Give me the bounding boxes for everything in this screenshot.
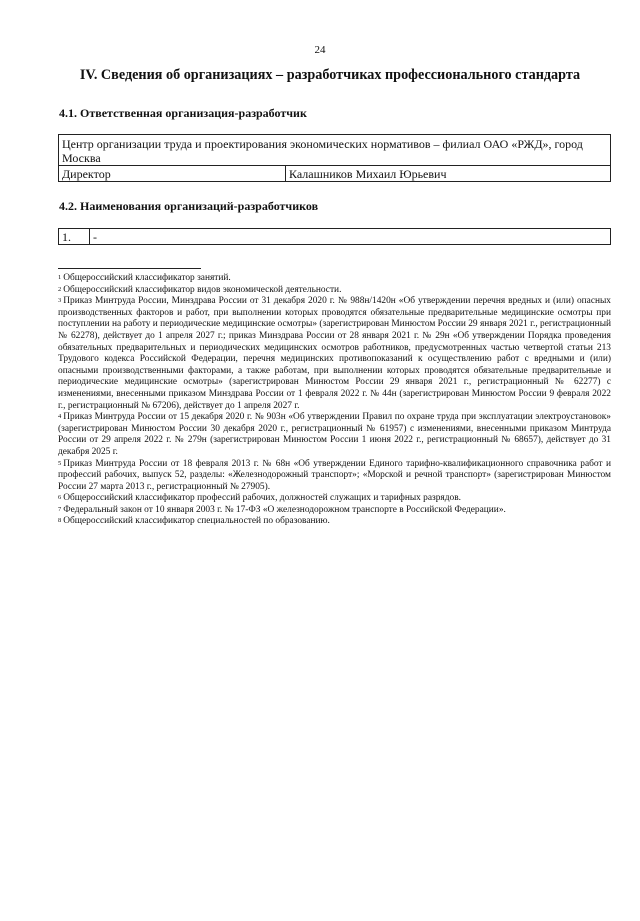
footnote-mark: 5 [58, 459, 62, 467]
footnote [58, 285, 611, 297]
footnote-text: Приказ Минтруда России, Минздрава России от 31 декабря 2020 г. № 988н/1420н «Об утверждении перечня вредных и (или) опасных производственных факторов и работ, при выполнении которых проводятся обязательные предварительные медицинские осмотры при поступлении на работу и периодические медицинские осмотры» (зарегистрирован Минюстом России 29 января 2021 г., регистрационный № 62278), действует до 1 апреля 2027 г.; приказ Минздрава России от 28 января 2021 г. № 29н «Об утверждении Порядка проведения обязательных предварительных и периодических медицинских осмотров работников, предусмотренных частью четвертой статьи 213 Трудового кодекса Российской Федерации, перечня медицинских противопоказаний к осуществлению работ с вредными и (или) опасными производственными факторами, а также работам, при выполнении которых проводятся обязательные предварительные и периодические медицинские осмотры» (зарегистрирован Минюстом России 29 января 2021 г., регистрационный № 62277) с изменениями, внесенными приказом Минздрава России от 1 февраля 2022 г. № 44н (зарегистрирован Минюстом России 9 февраля 2022 г., регистрационный № 67206), действует до 1 апреля 2027 г. [58, 296, 612, 411]
footnote-mark: 8 [58, 517, 62, 525]
footnote-mark: 7 [58, 505, 62, 513]
footnote-mark: 3 [58, 297, 62, 305]
section-title: IV. Сведения об организациях – разработчиках профессионального стандарта [79, 67, 581, 83]
footnote-text: Федеральный закон от 10 января 2003 г. № 17-ФЗ «О железнодорожном транспорте в Российской Федерации». [63, 504, 506, 515]
developer-orgs-heading: 4.2. Наименования организаций-разработчиков [59, 199, 319, 213]
organization-name-cell: Центр организации труда и проектирования экономических нормативов – филиал ОАО «РЖД», город Москва [59, 135, 611, 166]
table-row [59, 166, 611, 182]
footnote-mark: 6 [58, 494, 62, 502]
footnote-text: Общероссийский классификатор занятий. [63, 273, 231, 283]
footnote-text: Приказ Минтруда России от 15 декабря 2020 г. № 903н «Об утверждении Правил по охране труда при эксплуатации электроустановок» (зарегистрирован Минюстом России 30 декабря 2020 г., регистрационный № 61957) с изменениями, внесенными приказом Минтруда России от 29 апреля 2022 г. № 279н (зарегистрирован Минюстом России 1 июня 2022 г., регистрационный № 68657), действует до 31 декабря 2025 г. [58, 412, 611, 457]
footnotes [58, 273, 611, 528]
person-name-cell: Калашников Михаил Юрьевич [286, 166, 611, 182]
footnote-text: Общероссийский классификатор специальностей по образованию. [63, 516, 330, 527]
row-number-cell: 1. [59, 229, 90, 245]
table-row [59, 135, 611, 166]
footnote [58, 273, 611, 285]
developer-orgs-table [58, 228, 611, 245]
page-number: 24 [314, 44, 326, 56]
footnote-text: Приказ Минтруда России от 18 февраля 2013 г. № 68н «Об утверждении Единого тарифно-квалификационного справочника работ и профессий рабочих, выпуск 52, разделы: «Железнодорожный транспорт»; «Морской и речной транспорт» (зарегистрирован Минюстом России 27 марта 2013 г., регистрационный № 27905). [58, 458, 611, 492]
footnote-text: Общероссийский классификатор видов экономической деятельности. [63, 284, 342, 295]
footnote-mark: 2 [58, 285, 62, 293]
footnote-divider [58, 268, 201, 269]
footnote-text: Общероссийский классификатор профессий рабочих, должностей служащих и тарифных разрядов. [63, 493, 461, 504]
footnote [58, 493, 611, 505]
responsible-org-heading: 4.1. Ответственная организация-разработчик [59, 106, 307, 120]
position-cell: Директор [59, 166, 286, 182]
footnote-mark: 4 [58, 413, 62, 421]
footnote-mark: 1 [58, 274, 62, 281]
table-row [59, 229, 611, 245]
footnote [58, 459, 611, 494]
footnote [58, 516, 611, 528]
footnote [58, 505, 611, 517]
footnote [58, 296, 611, 412]
org-name-cell: - [90, 229, 611, 245]
responsible-org-table [58, 134, 611, 182]
footnote [58, 412, 611, 458]
